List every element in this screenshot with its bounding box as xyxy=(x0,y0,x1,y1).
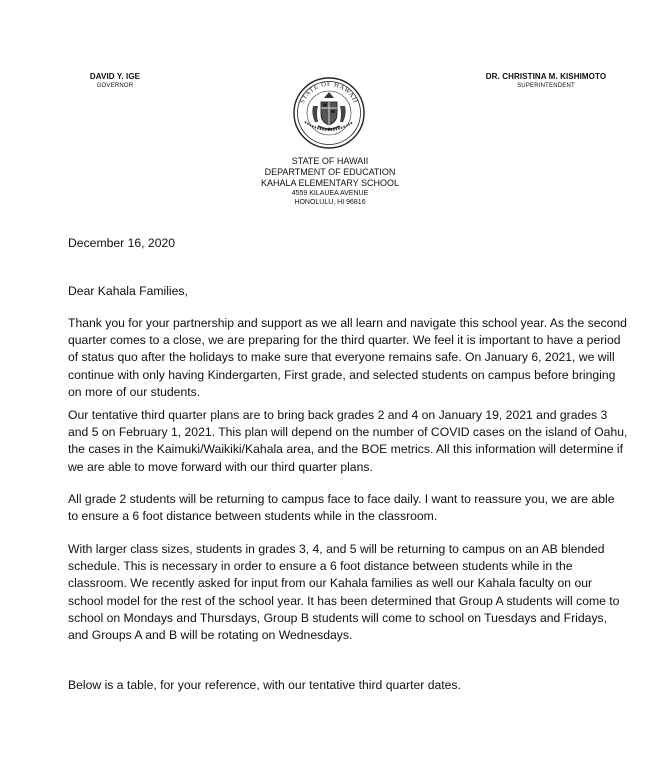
letter-paragraph: Below is a table, for your reference, with our tentative third quarter dates. xyxy=(68,678,461,692)
org-state: STATE OF HAWAII xyxy=(291,156,369,166)
svg-text:STATE OF HAWAII: STATE OF HAWAII xyxy=(298,80,360,105)
governor-block xyxy=(60,72,170,89)
superintendent-block xyxy=(476,72,616,89)
letter-date: December 16, 2020 xyxy=(68,236,176,250)
letter-salutation: Dear Kahala Families, xyxy=(68,284,188,298)
letter-paragraph: With larger class sizes, students in grades 3, 4, and 5 will be returning to campus on an AB blended schedule. This is necessary in order to ensure a 6 foot distance between students while in the classroom. We recently asked for input from our Kahala families as well our Kahala faculty on our school model for the rest of the school year. It has been determined that Group A students will come to school on Mondays and Thursdays, Group B students will come to school on Tuesdays and Fridays, and Groups A and B will be rotating on Wednesdays. xyxy=(68,542,620,643)
governor-title: GOVERNOR xyxy=(96,83,134,89)
letter-paragraph: Thank you for your partnership and support as we all learn and navigate this school year. As the second quarter comes to a close, we are preparing for the third quarter. We feel it is important to have a period of status quo after the holidays to make sure that everyone remains safe. On January 6, 2021, we will continue with only having Kindergarten, First grade, and selected students on campus before bringing on more of our students. xyxy=(68,316,627,399)
governor-name: DAVID Y. IGE xyxy=(89,72,141,81)
letter-paragraph: Our tentative third quarter plans are to bring back grades 2 and 4 on January 19, 2021 and grades 3 and 5 on February 1, 2021. This plan will depend on the number of COVID cases on the island of Oahu, the cases in the Kaimuki/Waikiki/Kahala area, and the BOE metrics. All this information will determine if we are able to move forward with our third quarter plans. xyxy=(68,408,628,474)
org-school: KAHALA ELEMENTARY SCHOOL xyxy=(260,178,400,188)
superintendent-title: SUPERINTENDENT xyxy=(517,83,575,89)
state-seal-icon xyxy=(292,76,366,150)
letter-paragraph: All grade 2 students will be returning to campus face to face daily. I want to reassure you, we are able to ensure a 6 foot distance between students while in the classroom. xyxy=(68,492,615,524)
org-address-line2: HONOLULU, HI 96816 xyxy=(294,199,366,206)
organization-header xyxy=(200,156,460,207)
superintendent-name: DR. CHRISTINA M. KISHIMOTO xyxy=(485,72,607,81)
org-department: DEPARTMENT OF EDUCATION xyxy=(264,167,396,177)
org-address-line1: 4559 KILAUEA AVENUE xyxy=(291,190,369,197)
